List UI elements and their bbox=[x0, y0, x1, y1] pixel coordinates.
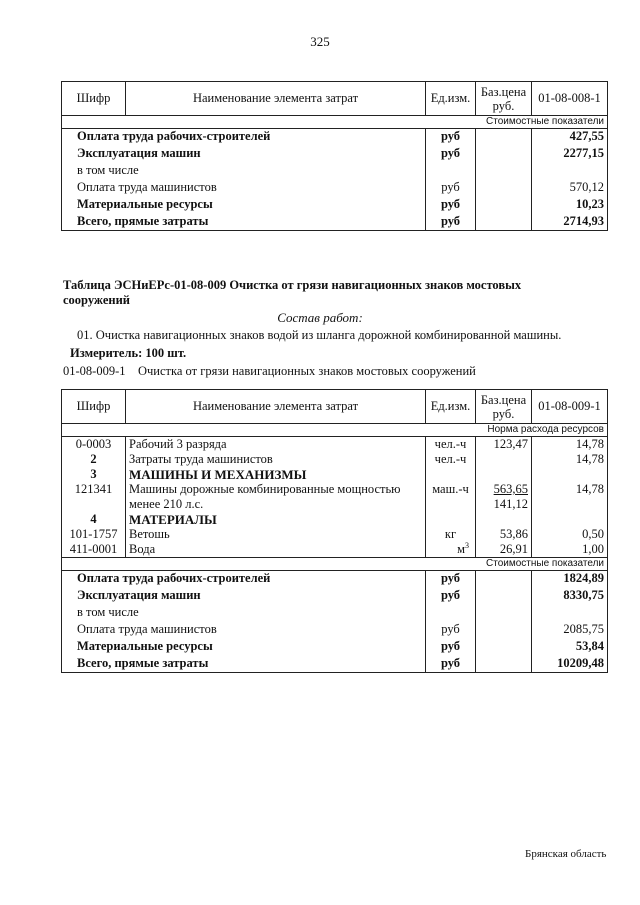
resource-price-main: 26,91 bbox=[499, 542, 528, 556]
resource-row bbox=[62, 527, 608, 542]
resource-name bbox=[126, 512, 426, 527]
cost-price bbox=[476, 656, 532, 673]
cost-price bbox=[476, 146, 532, 163]
cost-row bbox=[62, 214, 608, 231]
resource-price bbox=[476, 467, 532, 482]
cost-row bbox=[62, 180, 608, 197]
cost-name: в том числе bbox=[62, 605, 426, 622]
cost-price bbox=[476, 129, 532, 146]
cost-table-01-08-009-1 bbox=[61, 389, 608, 673]
cost-name: Эксплуатация машин bbox=[62, 588, 426, 605]
table-header bbox=[62, 390, 608, 424]
resource-price bbox=[476, 482, 532, 512]
resource-price bbox=[476, 452, 532, 467]
cost-name: Оплата труда рабочих-строителей bbox=[62, 129, 426, 146]
cost-value: 10,23 bbox=[532, 197, 608, 214]
resource-name-text: Ветошь bbox=[129, 527, 170, 541]
cost-price bbox=[476, 605, 532, 622]
cost-row bbox=[62, 605, 608, 622]
resource-code: 4 bbox=[62, 512, 126, 527]
cost-value: 1824,89 bbox=[532, 571, 608, 588]
resource-value bbox=[532, 512, 608, 527]
cost-unit: руб bbox=[426, 571, 476, 588]
cost-row bbox=[62, 197, 608, 214]
cost-name: Материальные ресурсы bbox=[62, 197, 426, 214]
resource-value: 14,78 bbox=[532, 452, 608, 467]
resource-unit bbox=[426, 542, 476, 558]
cost-price bbox=[476, 163, 532, 180]
resource-name-text: Машины дорожные комбинированные мощностью bbox=[129, 482, 401, 496]
unit-superscript: 3 bbox=[465, 542, 469, 550]
section-label: Норма расхода ресурсов bbox=[476, 424, 608, 437]
resource-unit bbox=[426, 452, 476, 467]
cost-name: Эксплуатация машин bbox=[62, 146, 426, 163]
cost-name: Оплата труда машинистов bbox=[62, 180, 426, 197]
cost-name: в том числе bbox=[62, 163, 426, 180]
resource-code: 101-1757 bbox=[62, 527, 126, 542]
resource-name bbox=[126, 482, 426, 512]
resource-price bbox=[476, 512, 532, 527]
resource-unit-text: м bbox=[457, 542, 465, 556]
cost-row bbox=[62, 622, 608, 639]
cost-value: 8330,75 bbox=[532, 588, 608, 605]
cost-value bbox=[532, 605, 608, 622]
section-row bbox=[62, 424, 608, 437]
resource-unit bbox=[426, 512, 476, 527]
resource-unit bbox=[426, 467, 476, 482]
region-footer: Брянская область bbox=[525, 848, 607, 860]
resource-name bbox=[126, 437, 426, 453]
resource-code: 2 bbox=[62, 452, 126, 467]
header-price-line2: руб. bbox=[492, 98, 515, 113]
section-row bbox=[62, 116, 608, 129]
cost-price bbox=[476, 214, 532, 231]
resource-name-cont: менее 210 л.с. bbox=[129, 497, 204, 511]
resource-code: 411-0001 bbox=[62, 542, 126, 558]
cost-unit: руб bbox=[426, 180, 476, 197]
resource-row bbox=[62, 542, 608, 558]
page-number: 325 bbox=[310, 34, 330, 49]
composition-heading: Состав работ: bbox=[277, 310, 363, 325]
cost-name: Всего, прямые затраты bbox=[62, 214, 426, 231]
cost-unit: руб bbox=[426, 588, 476, 605]
cost-price bbox=[476, 197, 532, 214]
cost-value: 2277,15 bbox=[532, 146, 608, 163]
cost-row bbox=[62, 571, 608, 588]
resource-row bbox=[62, 482, 608, 512]
cost-price bbox=[476, 180, 532, 197]
header-price-line1: Баз.цена bbox=[480, 84, 527, 99]
resource-name-text: МАШИНЫ И МЕХАНИЗМЫ bbox=[129, 467, 307, 482]
cost-unit: руб bbox=[426, 639, 476, 656]
resource-code: 0-0003 bbox=[62, 437, 126, 453]
cost-value: 2714,93 bbox=[532, 214, 608, 231]
cost-row bbox=[62, 588, 608, 605]
cost-price bbox=[476, 622, 532, 639]
resource-unit bbox=[426, 527, 476, 542]
cost-value: 427,55 bbox=[532, 129, 608, 146]
cost-unit: руб bbox=[426, 197, 476, 214]
cost-unit: руб bbox=[426, 129, 476, 146]
cost-value: 570,12 bbox=[532, 180, 608, 197]
resource-unit bbox=[426, 437, 476, 453]
header-unit: Ед.изм. bbox=[426, 390, 476, 424]
resource-code: 3 bbox=[62, 467, 126, 482]
resource-name bbox=[126, 467, 426, 482]
resource-price-main: 53,86 bbox=[499, 527, 528, 541]
cost-price bbox=[476, 639, 532, 656]
resource-value bbox=[532, 467, 608, 482]
cost-name: Всего, прямые затраты bbox=[62, 656, 426, 673]
header-price-line2: руб. bbox=[492, 406, 515, 421]
cost-value: 10209,48 bbox=[532, 656, 608, 673]
cost-row bbox=[62, 639, 608, 656]
cost-table-01-08-008-1 bbox=[61, 81, 608, 231]
resource-unit-text: маш.-ч bbox=[432, 482, 469, 496]
cost-price bbox=[476, 588, 532, 605]
cost-unit bbox=[426, 605, 476, 622]
header-price bbox=[476, 390, 532, 424]
header-name: Наименование элемента затрат bbox=[126, 390, 426, 424]
resource-code: 121341 bbox=[62, 482, 126, 512]
resource-price bbox=[476, 527, 532, 542]
cost-value: 2085,75 bbox=[532, 622, 608, 639]
work-item: 01. Очистка навигационных знаков водой из шланга дорожной комбинированной машины. bbox=[77, 328, 562, 342]
resource-unit-text: чел.-ч bbox=[434, 437, 467, 451]
resource-price bbox=[476, 437, 532, 453]
cost-unit: руб bbox=[426, 656, 476, 673]
resource-unit bbox=[426, 482, 476, 512]
resource-price-machinist: 141,12 bbox=[493, 497, 528, 511]
resource-name-text: Затраты труда машинистов bbox=[129, 452, 273, 466]
resource-value: 0,50 bbox=[532, 527, 608, 542]
cost-unit: руб bbox=[426, 214, 476, 231]
cost-value: 53,84 bbox=[532, 639, 608, 656]
header-code: Шифр bbox=[62, 390, 126, 424]
cost-value bbox=[532, 163, 608, 180]
resource-value: 1,00 bbox=[532, 542, 608, 558]
header-rate: 01-08-009-1 bbox=[532, 390, 608, 424]
measure-unit: Измеритель: 100 шт. bbox=[70, 346, 187, 360]
resource-name-text: МАТЕРИАЛЫ bbox=[129, 512, 217, 527]
resource-value: 14,78 bbox=[532, 437, 608, 453]
header-rate: 01-08-008-1 bbox=[532, 82, 608, 116]
resource-name bbox=[126, 542, 426, 558]
section-row bbox=[62, 558, 608, 571]
rate-code-line: 01-08-009-1 Очистка от грязи навигационных знаков мостовых сооружений bbox=[63, 364, 476, 378]
resource-name bbox=[126, 452, 426, 467]
cost-unit: руб bbox=[426, 146, 476, 163]
resource-row bbox=[62, 512, 608, 527]
resource-value: 14,78 bbox=[532, 482, 608, 512]
cost-unit bbox=[426, 163, 476, 180]
resource-name-text: Рабочий 3 разряда bbox=[129, 437, 227, 451]
section-label: Стоимостные показатели bbox=[476, 116, 608, 129]
header-price bbox=[476, 82, 532, 116]
resource-price-main: 563,65 bbox=[493, 482, 528, 496]
table-title: Таблица ЭСНиЕРс-01-08-009 Очистка от грязи навигационных знаков мостовых сооружений bbox=[63, 278, 522, 307]
resource-row bbox=[62, 452, 608, 467]
cost-name: Оплата труда рабочих-строителей bbox=[62, 571, 426, 588]
resource-name bbox=[126, 527, 426, 542]
header-unit: Ед.изм. bbox=[426, 82, 476, 116]
resource-row bbox=[62, 437, 608, 453]
cost-name: Оплата труда машинистов bbox=[62, 622, 426, 639]
cost-row bbox=[62, 163, 608, 180]
cost-name: Материальные ресурсы bbox=[62, 639, 426, 656]
resource-name-text: Вода bbox=[129, 542, 156, 556]
cost-row bbox=[62, 656, 608, 673]
header-price-line1: Баз.цена bbox=[480, 392, 527, 407]
header-name: Наименование элемента затрат bbox=[126, 82, 426, 116]
cost-price bbox=[476, 571, 532, 588]
resource-unit-text: чел.-ч bbox=[434, 452, 467, 466]
cost-unit: руб bbox=[426, 622, 476, 639]
section-label: Стоимостные показатели bbox=[476, 558, 608, 571]
header-code: Шифр bbox=[62, 82, 126, 116]
resource-row bbox=[62, 467, 608, 482]
resource-unit-text: кг bbox=[444, 527, 457, 541]
cost-row bbox=[62, 146, 608, 163]
resource-price-main: 123,47 bbox=[493, 437, 528, 451]
cost-row bbox=[62, 129, 608, 146]
resource-price bbox=[476, 542, 532, 558]
